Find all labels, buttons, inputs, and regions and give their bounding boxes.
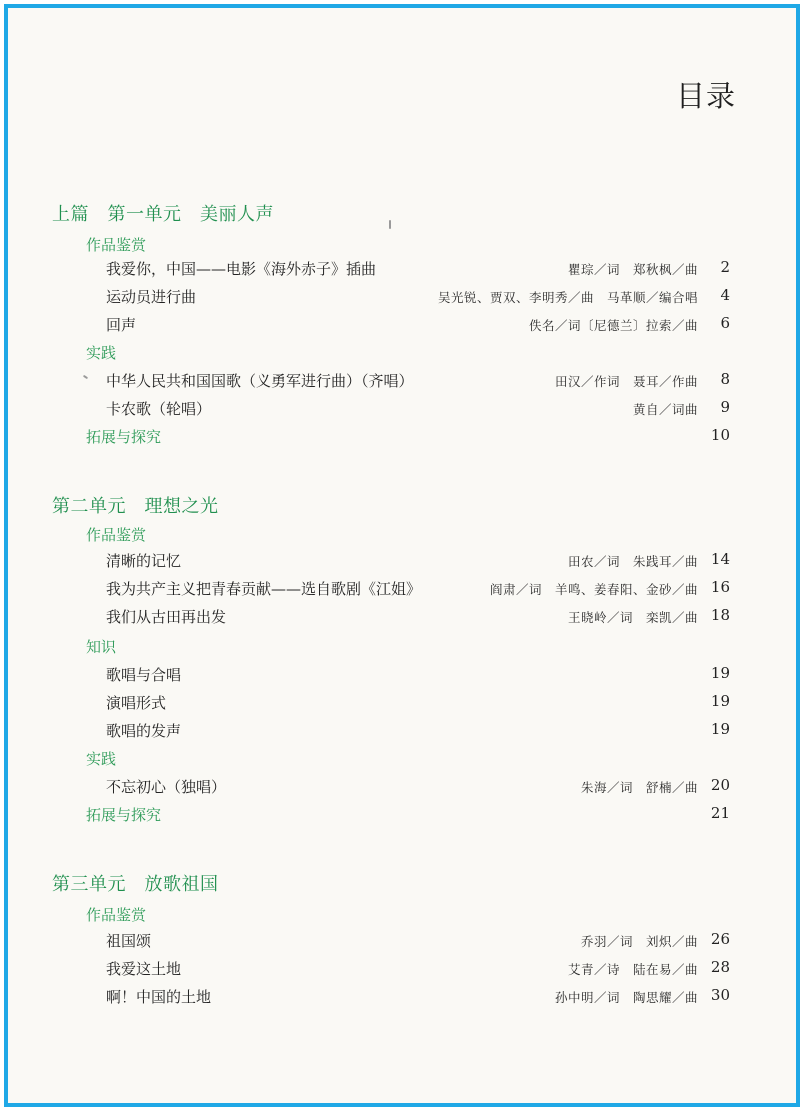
toc-entry[interactable] bbox=[8, 398, 796, 422]
entry-title: 中华人民共和国国歌（义勇军进行曲）（齐唱） bbox=[106, 372, 414, 390]
section-title: 作品鉴赏 bbox=[86, 906, 147, 924]
toc-entry[interactable] bbox=[8, 258, 796, 282]
toc-entry[interactable] bbox=[8, 986, 796, 1010]
page-number: 26 bbox=[710, 930, 730, 948]
section-title: 拓展与探究 bbox=[86, 806, 162, 824]
page-number: 6 bbox=[720, 314, 730, 332]
print-smudge bbox=[389, 220, 391, 229]
toc-entry[interactable] bbox=[8, 664, 796, 688]
page-number: 20 bbox=[710, 776, 730, 794]
entry-credit: 艾青／诗 陆在易／曲 bbox=[567, 962, 698, 977]
page-number: 4 bbox=[720, 286, 730, 304]
entry-title: 歌唱与合唱 bbox=[106, 666, 182, 684]
entry-title: 我爱这土地 bbox=[106, 960, 182, 978]
entry-title: 啊！中国的土地 bbox=[106, 988, 212, 1006]
section-row bbox=[8, 524, 796, 548]
entry-title: 祖国颂 bbox=[106, 932, 152, 950]
unit-title: 第三单元 放歌祖国 bbox=[52, 874, 219, 895]
toc-entry[interactable] bbox=[8, 958, 796, 982]
entry-title: 我为共产主义把青春贡献——选自歌剧《江姐》 bbox=[106, 580, 422, 598]
section-row bbox=[8, 748, 796, 772]
page-number: 8 bbox=[720, 370, 730, 388]
entry-credit: 乔羽／词 刘炽／曲 bbox=[580, 934, 698, 949]
entry-credit: 阎肃／词 羊鸣、姜春阳、金砂／曲 bbox=[489, 582, 698, 597]
section-title: 拓展与探究 bbox=[86, 428, 162, 446]
toc-entry[interactable] bbox=[8, 776, 796, 800]
page-number: 18 bbox=[710, 606, 730, 624]
section-row bbox=[8, 904, 796, 928]
section-row bbox=[8, 234, 796, 258]
page-frame bbox=[4, 4, 800, 1107]
page-number: 14 bbox=[710, 550, 730, 568]
section-row bbox=[8, 636, 796, 660]
toc-entry[interactable] bbox=[8, 578, 796, 602]
entry-credit: 佚名／词〔尼德兰〕拉索／曲 bbox=[528, 318, 698, 333]
page-number: 30 bbox=[710, 986, 730, 1004]
page-number: 9 bbox=[720, 398, 730, 416]
entry-title: 歌唱的发声 bbox=[106, 722, 182, 740]
entry-credit: 田农／词 朱践耳／曲 bbox=[567, 554, 698, 569]
toc-page bbox=[8, 8, 796, 1103]
entry-title: 我爱你，中国——电影《海外赤子》插曲 bbox=[106, 260, 377, 278]
toc-entry[interactable] bbox=[8, 930, 796, 954]
entry-credit: 王晓岭／词 栾凯／曲 bbox=[567, 610, 698, 625]
section-title: 实践 bbox=[86, 750, 117, 768]
page-number: 10 bbox=[710, 426, 730, 444]
toc-entry[interactable] bbox=[8, 550, 796, 574]
section-row bbox=[8, 342, 796, 366]
entry-title: 运动员进行曲 bbox=[106, 288, 197, 306]
section-title: 作品鉴赏 bbox=[86, 236, 147, 254]
entry-credit: 吴光锐、贾双、李明秀／曲 马革顺／编合唱 bbox=[437, 290, 698, 305]
entry-title: 演唱形式 bbox=[106, 694, 167, 712]
toc-entry[interactable] bbox=[8, 314, 796, 338]
page-number: 19 bbox=[710, 692, 730, 710]
entry-credit: 黄自／词曲 bbox=[632, 402, 698, 417]
toc-entry[interactable] bbox=[8, 720, 796, 744]
page-number: 2 bbox=[720, 258, 730, 276]
entry-credit: 田汉／作词 聂耳／作曲 bbox=[554, 374, 698, 389]
entry-title: 清晰的记忆 bbox=[106, 552, 182, 570]
entry-title: 不忘初心（独唱） bbox=[106, 778, 227, 796]
entry-credit: 孙中明／词 陶思耀／曲 bbox=[554, 990, 698, 1005]
toc-entry[interactable] bbox=[8, 286, 796, 310]
entry-title: 回声 bbox=[106, 316, 137, 334]
entry-title: 卡农歌（轮唱） bbox=[106, 400, 212, 418]
section-title: 作品鉴赏 bbox=[86, 526, 147, 544]
page-number: 21 bbox=[710, 804, 730, 822]
unit-title: 第二单元 理想之光 bbox=[52, 496, 219, 517]
page-number: 19 bbox=[710, 720, 730, 738]
toc-title: 目录 bbox=[676, 79, 737, 113]
section-row bbox=[8, 426, 796, 450]
toc-entry[interactable] bbox=[8, 370, 796, 394]
section-title: 实践 bbox=[86, 344, 117, 362]
page-number: 28 bbox=[710, 958, 730, 976]
entry-credit: 瞿琮／词 郑秋枫／曲 bbox=[567, 262, 698, 277]
section-row bbox=[8, 804, 796, 828]
toc-entry[interactable] bbox=[8, 692, 796, 716]
entry-title: 我们从古田再出发 bbox=[106, 608, 227, 626]
unit-title: 上篇 第一单元 美丽人声 bbox=[52, 204, 274, 225]
section-title: 知识 bbox=[86, 638, 117, 656]
page-number: 19 bbox=[710, 664, 730, 682]
entry-credit: 朱海／词 舒楠／曲 bbox=[580, 780, 698, 795]
toc-entry[interactable] bbox=[8, 606, 796, 630]
page-number: 16 bbox=[710, 578, 730, 596]
